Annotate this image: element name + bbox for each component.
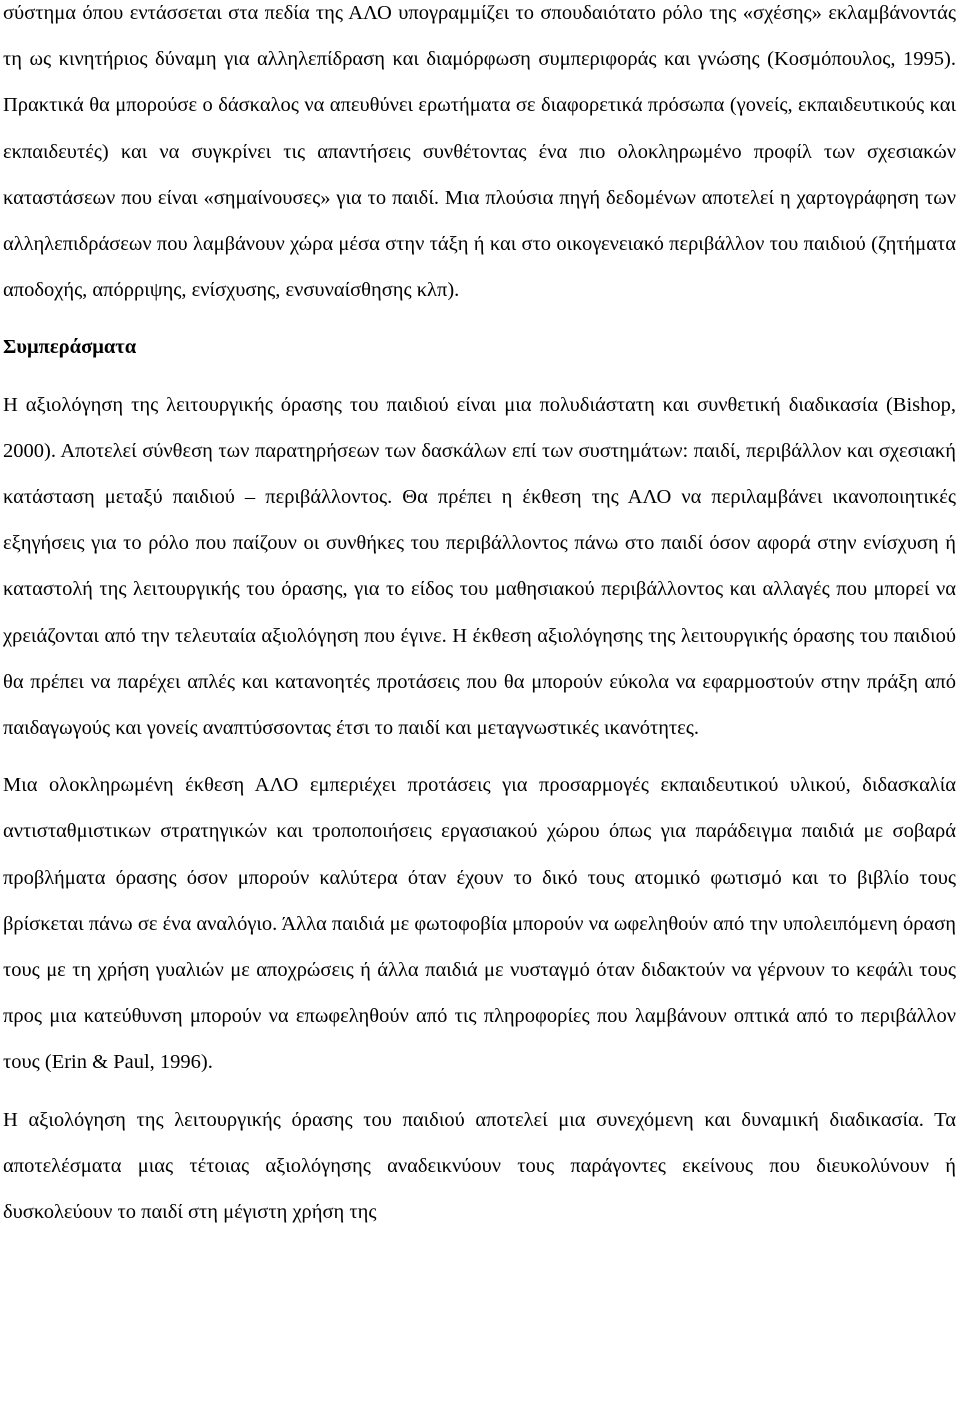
section-heading-conclusions: Συμπεράσματα <box>3 336 137 359</box>
document-page <box>3 0 956 1235</box>
paragraph-relationships: σύστημα όπου εντάσσεται στα πεδία της ΑΛΟ υπογραμμίζει το σπουδαιότατο ρόλο της «σχέσης» εκλαμβάνοντάς τη ως κινητήριος δύναμη για αλληλεπίδραση και διαμόρφωση συμπεριφοράς και γνώσης (Κοσμόπουλος, 1995). Πρακτικά θα μπορούσε ο δάσκαλος να απευθύνει ερωτήματα σε διαφορετικά πρόσωπα (γονείς, εκπαιδευτικούς και εκπαιδευτές) και να συγκρίνει τις απαντήσεις συνθέτοντας ένα πιο ολοκληρωμένο προφίλ των σχεσιακών καταστάσεων που είναι «σημαίνουσες» για το παιδί. Μια πλούσια πηγή δεδομένων αποτελεί η χαρτογράφηση των αλληλεπιδράσεων που λαμβάνουν χώρα μέσα στην τάξη ή και στο οικογενειακό περιβάλλον του παιδιού (ζητήματα αποδοχής, απόρριψης, ενίσχυσης, ενσυναίσθησης κλπ). <box>3 2 956 302</box>
paragraph-conclusions-2: Μια ολοκληρωμένη έκθεση ΑΛΟ εμπεριέχει προτάσεις για προσαρμογές εκπαιδευτικού υλικού, διδασκαλία αντισταθμιστικων στρατηγικών και τροποποιήσεις εργασιακού χώρου όπως για παράδειγμα παιδιά με σοβαρά προβλήματα όρασης όσον μπορούν καλύτερα όταν έχουν το δικό τους ατομικό φωτισμό και το βιβλίο τους βρίσκεται πάνω σε ένα αναλόγιο. Άλλα παιδιά με φωτοφοβία μπορούν να ωφεληθούν από την υπολειπόμενη όραση τους με τη χρήση γυαλιών με αποχρώσεις ή άλλα παιδιά με νυσταγμό όταν διδακτούν να γέρνουν το κεφάλι τους προς μια κατεύθυνση μπορούν να επωφεληθούν από τις πληροφορίες που λαμβάνουν οπτικά από το περιβάλλον τους (Erin & Paul, 1996). <box>3 774 956 1074</box>
paragraph-conclusions-3: Η αξιολόγηση της λειτουργικής όρασης του παιδιού αποτελεί μια συνεχόμενη και δυναμική διαδικασία. Τα αποτελέσματα μιας τέτοιας αξιολόγησης αναδεικνύουν τους παράγοντες εκείνους που διευκολύνουν ή δυσκολεύουν το παιδί στη μέγιστη χρήση της <box>3 1108 956 1224</box>
paragraph-conclusions-1: Η αξιολόγηση της λειτουργικής όρασης του παιδιού είναι μια πολυδιάστατη και συνθετική διαδικασία (Bishop, 2000). Αποτελεί σύνθεση των παρατηρήσεων των δασκάλων επί των συστημάτων: παιδί, περιβάλλον και σχεσιακή κατάσταση μεταξύ παιδιού – περιβάλλοντος. Θα πρέπει η έκθεση της ΑΛΟ να περιλαμβάνει ικανοποιητικές εξηγήσεις για το ρόλο που παίζουν οι συνθήκες του περιβάλλοντος πάνω στο παιδί όσον αφορά στην ενίσχυση ή καταστολή της λειτουργικής του όρασης, για το είδος του μαθησιακού περιβάλλοντος και αλλαγές που μπορεί να χρειάζονται από την τελευταία αξιολόγηση που έγινε. Η έκθεση αξιολόγησης της λειτουργικής όρασης του παιδιού θα πρέπει να παρέχει απλές και κατανοητές προτάσεις που θα μπορούν εύκολα να εφαρμοστούν στην πράξη από παιδαγωγούς και γονείς αναπτύσσοντας έτσι το παιδί και μεταγνωστικές ικανότητες. <box>3 393 956 740</box>
